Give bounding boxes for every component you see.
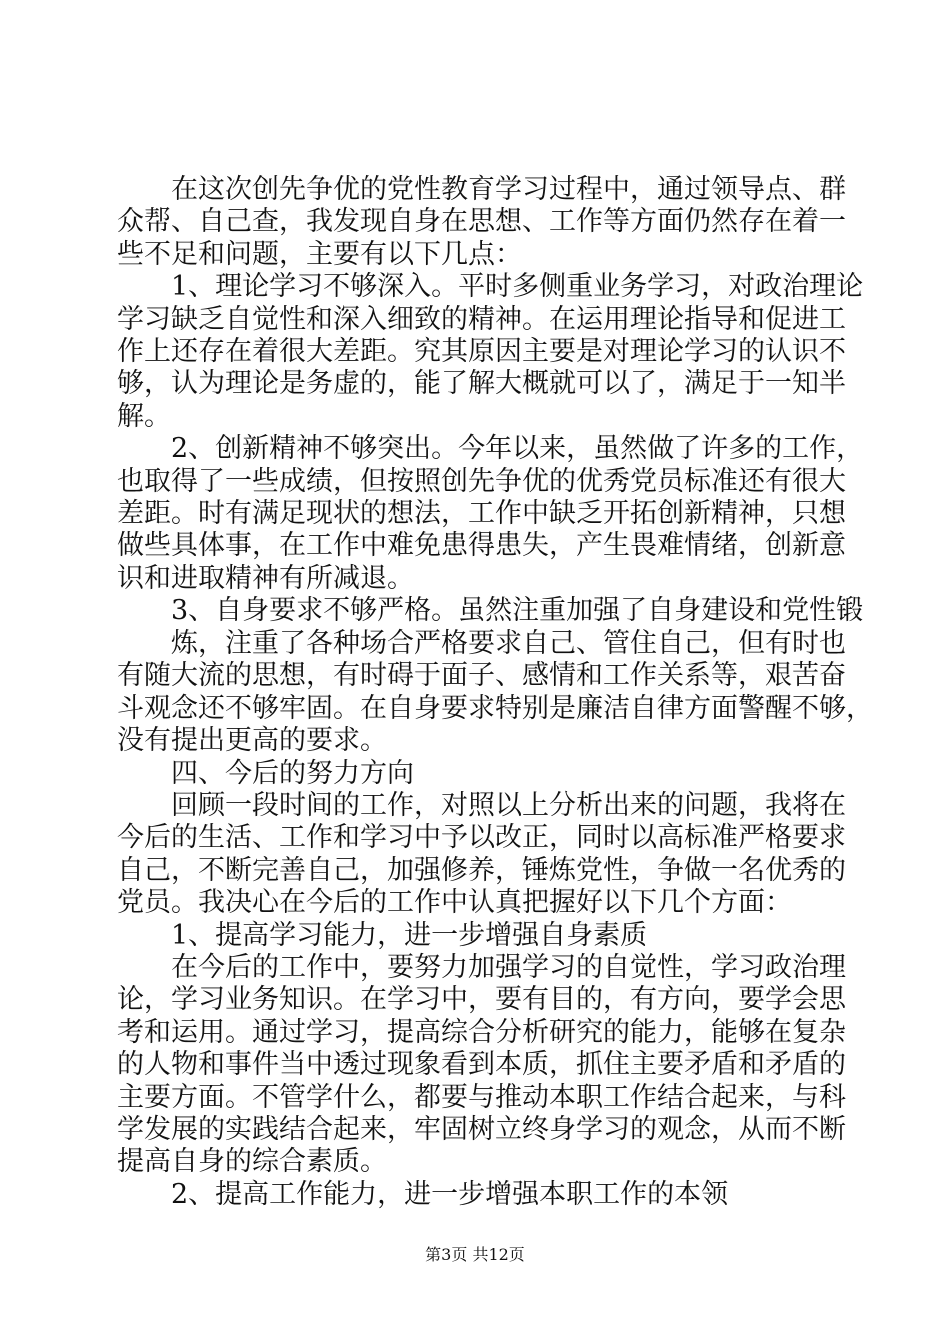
- text-line: 炼，注重了各种场合严格要求自己、管住自己，但有时也: [117, 628, 846, 659]
- text-line: 有随大流的思想，有时碍于面子、感情和工作关系等，艰苦奋: [117, 660, 846, 692]
- text-line: 1、理论学习不够深入。平时多侧重业务学习，对政治理论: [117, 271, 864, 303]
- text-line: 斗观念还不够牢固。在自身要求特别是廉洁自律方面警醒不够，: [117, 692, 873, 724]
- text-line: 在今后的工作中，要努力加强学习的自觉性，学习政治理: [117, 952, 846, 983]
- text-line: 回顾一段时间的工作，对照以上分析出来的问题，我将在: [117, 790, 846, 821]
- page-footer: 第3页 共12页: [425, 1245, 525, 1264]
- text-line: 提高自身的综合素质。: [117, 1146, 387, 1178]
- text-line: 今后的生活、工作和学习中予以改正，同时以高标准严格要求: [117, 822, 846, 854]
- text-line: 差距。时有满足现状的想法，工作中缺乏开拓创新精神，只想: [117, 498, 846, 529]
- text-line: 解。: [117, 400, 171, 432]
- text-line: 2、创新精神不够突出。今年以来，虽然做了许多的工作，: [117, 433, 864, 465]
- text-line: 没有提出更高的要求。: [117, 725, 387, 757]
- text-line: 的人物和事件当中透过现象看到本质，抓住主要矛盾和矛盾的: [117, 1049, 846, 1081]
- text-line: 也取得了一些成绩，但按照创先争优的优秀党员标准还有很大: [117, 465, 846, 497]
- text-line: 自己，不断完善自己，加强修养，锤炼党性，争做一名优秀的: [117, 854, 846, 886]
- text-line: 在这次创先争优的党性教育学习过程中，通过领导点、群: [117, 174, 846, 205]
- text-line: 3、自身要求不够严格。虽然注重加强了自身建设和党性锻: [117, 595, 864, 627]
- text-line: 够，认为理论是务虚的，能了解大概就可以了，满足于一知半: [117, 368, 846, 400]
- text-line: 论，学习业务知识。在学习中，要有目的，有方向，要学会思: [117, 984, 846, 1016]
- text-line: 些不足和问题，主要有以下几点：: [117, 238, 522, 270]
- text-line: 主要方面。不管学什么，都要与推动本职工作结合起来，与科: [117, 1081, 846, 1113]
- text-line: 众帮、自己查，我发现自身在思想、工作等方面仍然存在着一: [117, 206, 846, 238]
- text-line: 党员。我决心在今后的工作中认真把握好以下几个方面：: [117, 887, 792, 919]
- text-line: 识和进取精神有所减退。: [117, 562, 414, 594]
- text-line: 做些具体事，在工作中难免患得患失，产生畏难情绪，创新意: [117, 530, 846, 562]
- text-line: 2、提高工作能力，进一步增强本职工作的本领: [117, 1178, 729, 1210]
- text-line: 考和运用。通过学习，提高综合分析研究的能力，能够在复杂: [117, 1016, 846, 1048]
- text-line: 学习缺乏自觉性和深入细致的精神。在运用理论指导和促进工: [117, 303, 846, 335]
- text-line: 作上还存在着很大差距。究其原因主要是对理论学习的认识不: [117, 336, 846, 367]
- text-line: 学发展的实践结合起来，牢固树立终身学习的观念，从而不断: [117, 1114, 846, 1145]
- text-line: 四、今后的努力方向: [117, 757, 414, 789]
- text-line: 1、提高学习能力，进一步增强自身素质: [117, 919, 648, 951]
